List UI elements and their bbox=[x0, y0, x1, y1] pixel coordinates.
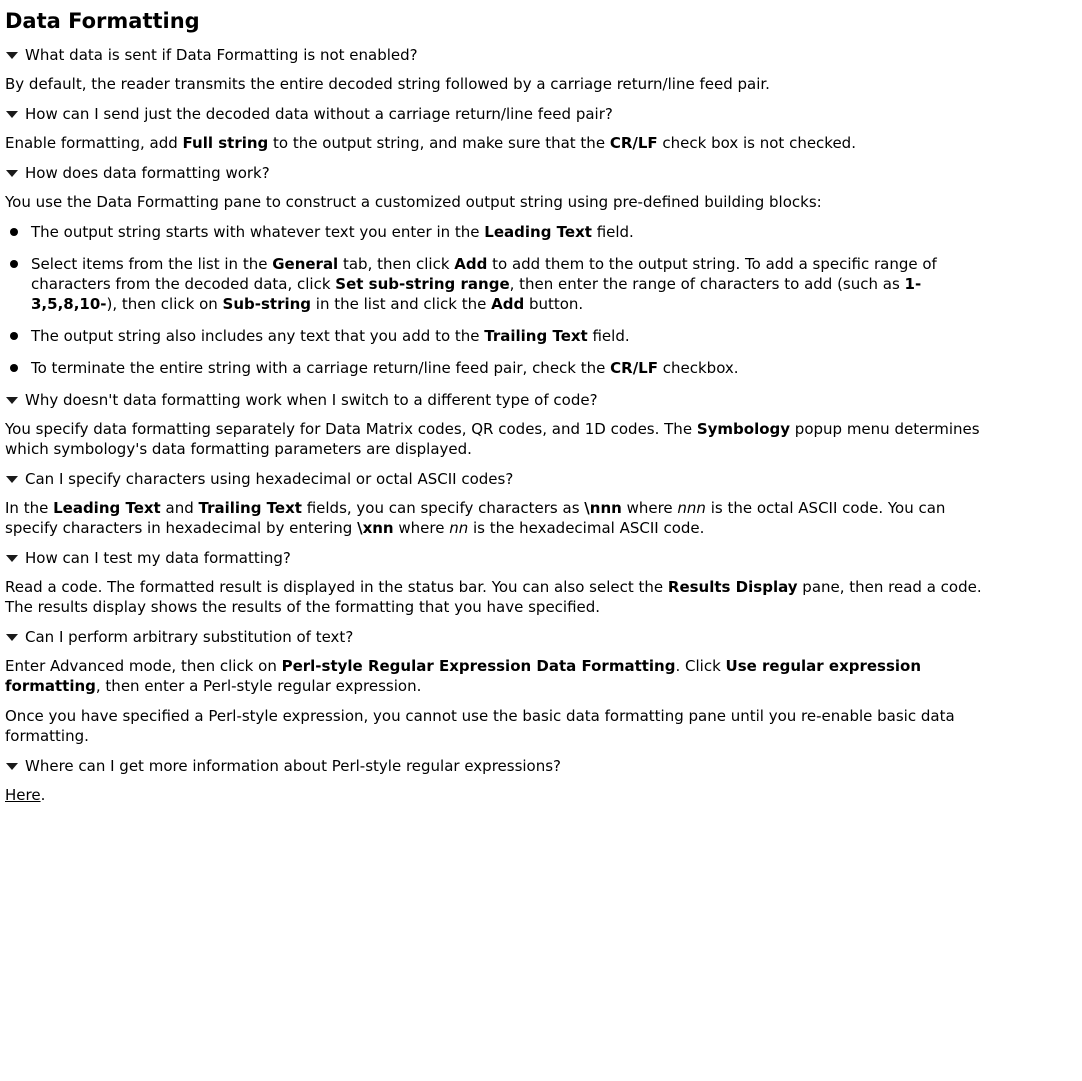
disclosure-triangle-icon[interactable] bbox=[6, 111, 18, 118]
question-text[interactable]: Why doesn't data formatting work when I switch to a different type of code? bbox=[25, 391, 598, 409]
list-item: Select items from the list in the General tab, then click Add to add them to the output string. To add a specific range of characters from the decoded data, click Set sub-string range, then enter the range of characters to add (such as 1-3,5,8,10-), then click on Sub-string in the list and click the Add button. bbox=[5, 254, 991, 314]
question-text[interactable]: How can I test my data formatting? bbox=[25, 549, 291, 567]
faq-question-no-crlf[interactable] bbox=[5, 104, 1072, 124]
faq-question-test-formatting[interactable] bbox=[5, 548, 1072, 568]
faq-answer: By default, the reader transmits the entire decoded string followed by a carriage return/line feed pair. bbox=[5, 75, 770, 93]
disclosure-triangle-icon[interactable] bbox=[6, 397, 18, 404]
question-text[interactable]: Can I specify characters using hexadecimal or octal ASCII codes? bbox=[25, 470, 514, 488]
bullet-icon bbox=[10, 332, 18, 340]
building-blocks-list bbox=[5, 222, 1072, 378]
here-link[interactable]: Here bbox=[5, 786, 41, 804]
bullet-icon bbox=[10, 364, 18, 372]
faq-answer bbox=[5, 785, 995, 805]
question-text[interactable]: How can I send just the decoded data without a carriage return/line feed pair? bbox=[25, 105, 613, 123]
disclosure-triangle-icon[interactable] bbox=[6, 476, 18, 483]
faq-answer: You use the Data Formatting pane to construct a customized output string using pre-defined building blocks: bbox=[5, 193, 822, 211]
faq-question-how-it-works[interactable] bbox=[5, 163, 1072, 183]
faq-answer: Enable formatting, add Full string to the output string, and make sure that the CR/LF check box is not checked. bbox=[5, 134, 856, 152]
page-title: Data Formatting bbox=[5, 9, 200, 33]
bullet-icon bbox=[10, 228, 18, 236]
question-text[interactable]: Where can I get more information about Perl-style regular expressions? bbox=[25, 757, 562, 775]
faq-question-perl-info[interactable] bbox=[5, 756, 1072, 776]
bullet-icon bbox=[10, 260, 18, 268]
question-text[interactable]: What data is sent if Data Formatting is not enabled? bbox=[25, 46, 418, 64]
list-item: The output string also includes any text that you add to the Trailing Text field. bbox=[5, 326, 991, 346]
disclosure-triangle-icon[interactable] bbox=[6, 555, 18, 562]
faq-question-substitution[interactable] bbox=[5, 627, 1072, 647]
faq-answer: You specify data formatting separately for Data Matrix codes, QR codes, and 1D codes. The Symbology popup menu determines which symbology's data formatting parameters are displayed. bbox=[5, 420, 980, 458]
question-text[interactable]: Can I perform arbitrary substitution of text? bbox=[25, 628, 354, 646]
link-suffix: . bbox=[40, 786, 46, 804]
faq-question-hex-octal[interactable] bbox=[5, 469, 1072, 489]
list-item: To terminate the entire string with a carriage return/line feed pair, check the CR/LF checkbox. bbox=[5, 358, 991, 378]
list-item: The output string starts with whatever text you enter in the Leading Text field. bbox=[5, 222, 991, 242]
faq-answer: In the Leading Text and Trailing Text fields, you can specify characters as \nnn where nnn is the octal ASCII code. You can specify characters in hexadecimal by entering \xnn where nn is the hexadecimal ASCII code. bbox=[5, 499, 946, 537]
faq-question-default-data[interactable] bbox=[5, 45, 1072, 65]
faq-answer-note: Once you have specified a Perl-style expression, you cannot use the basic data formatting pane until you re-enable basic data formatting. bbox=[5, 707, 955, 745]
faq-answer: Read a code. The formatted result is displayed in the status bar. You can also select the Results Display pane, then read a code. The results display shows the results of the formatting that you have specified. bbox=[5, 578, 982, 616]
disclosure-triangle-icon[interactable] bbox=[6, 52, 18, 59]
disclosure-triangle-icon[interactable] bbox=[6, 634, 18, 641]
disclosure-triangle-icon[interactable] bbox=[6, 763, 18, 770]
question-text[interactable]: How does data formatting work? bbox=[25, 164, 270, 182]
faq-question-different-code-type[interactable] bbox=[5, 390, 1072, 410]
faq-answer: Enter Advanced mode, then click on Perl-style Regular Expression Data Formatting. Click Use regular expression formatting, then enter a Perl-style regular expression. bbox=[5, 657, 922, 695]
disclosure-triangle-icon[interactable] bbox=[6, 170, 18, 177]
